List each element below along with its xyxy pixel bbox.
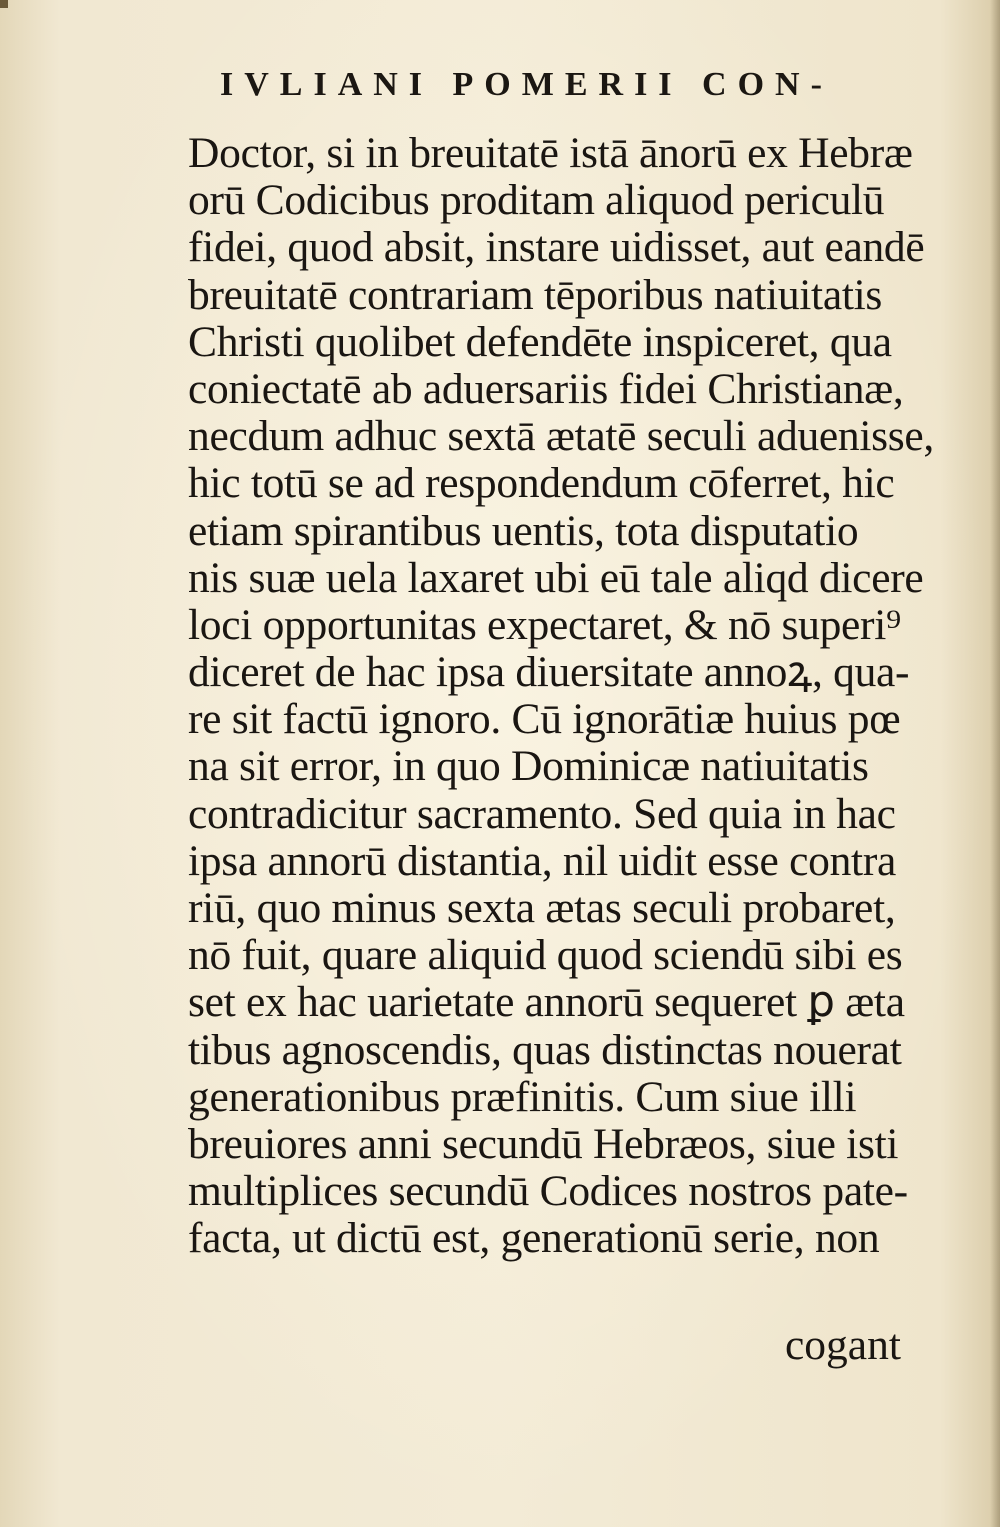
text-line: Doctor, si in breuitatē istā ānorū ex Hebræ	[188, 129, 913, 177]
text-line: hic totū se ad respondendum cōferret, hic	[188, 459, 895, 508]
text-line: multiplices secundū Codices nostros pate-	[188, 1167, 908, 1216]
text-line: Christi quolibet defendēte inspiceret, qua	[188, 317, 892, 366]
text-line: riū, quo minus sexta ætas seculi probaret,	[188, 884, 896, 932]
text-line: coniectatē ab aduersariis fidei Christianæ,	[188, 364, 904, 413]
text-line: etiam spirantibus uentis, tota disputatio	[188, 506, 859, 555]
text-line: contradicitur sacramento. Sed quia in hac	[188, 789, 896, 838]
text-line: set ex hac uarietate annorū sequeret ꝑ æta	[188, 978, 905, 1027]
text-line: breuiores anni secundū Hebræos, siue isti	[188, 1119, 899, 1168]
text-line: tibus agnoscendis, quas distinctas nouerat	[188, 1025, 902, 1074]
corner-mark	[0, 0, 8, 8]
catchword: cogant	[785, 1321, 901, 1369]
text-line: facta, ut dictū est, generationū serie, non	[188, 1214, 880, 1263]
text-line: na sit error, in quo Dominicæ natiuitatis	[188, 742, 869, 791]
text-line: diceret de hac ipsa diuersitate annoꝝ, qua-	[188, 648, 910, 697]
text-line: necdum adhuc sextā ætatē seculi aduenisse,	[188, 412, 934, 461]
body-text	[188, 130, 948, 1263]
text-line: ipsa annorū distantia, nil uidit esse contra	[188, 836, 897, 885]
text-line: generationibus præfinitis. Cum siue illi	[188, 1072, 857, 1121]
text-line: breuitatē contrariam tēporibus natiuitatis	[188, 270, 883, 319]
text-line: nō fuit, quare aliquid quod sciendū sibi es	[188, 931, 903, 980]
text-line: loci opportunitas expectaret, & nō superi⁹	[188, 600, 901, 649]
text-line: fidei, quod absit, instare uidisset, aut eandē	[188, 223, 925, 272]
text-line: nis suæ uela laxaret ubi eū tale aliqd dicere	[188, 553, 924, 602]
text-line: orū Codicibus proditam aliquod periculū	[188, 176, 885, 225]
running-head: IVLIANI POMERII CON-	[220, 66, 833, 103]
page-gutter-shadow	[990, 0, 1000, 1527]
text-line: re sit factū ignoro. Cū ignorātiæ huius pœ	[188, 695, 901, 744]
